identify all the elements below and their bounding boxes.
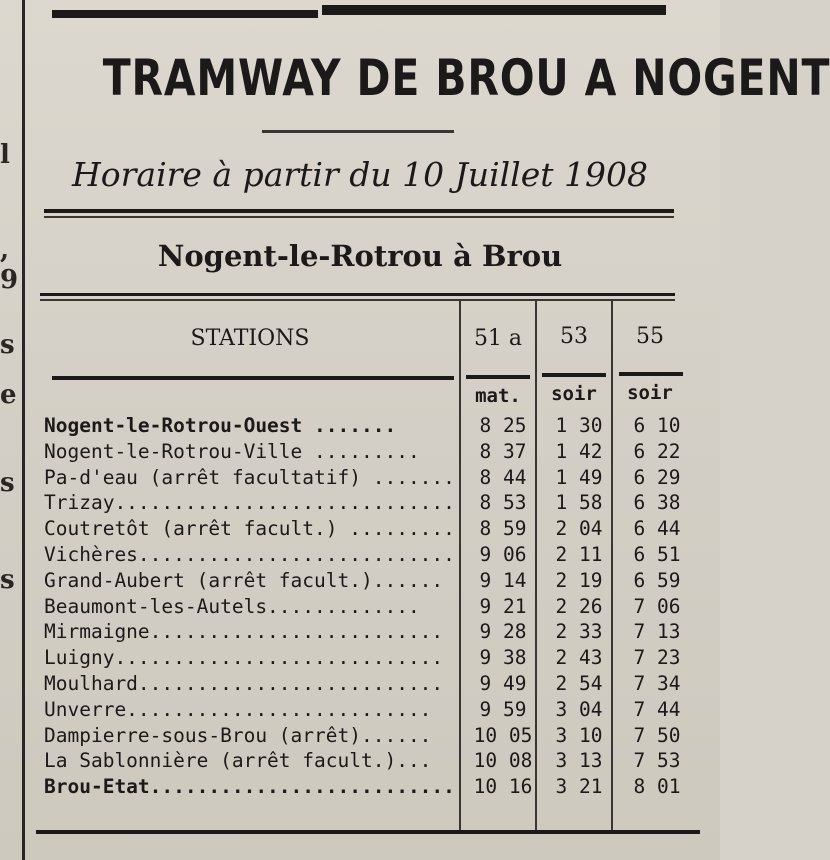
- adjacent-text-fragment: 9: [0, 265, 19, 295]
- page-title: TRAMWAY DE BROU A NOGENT: [102, 49, 830, 107]
- table-row: [44, 413, 704, 439]
- column-divider: [22, 0, 25, 860]
- departure-time: 8 25: [479, 414, 527, 437]
- departure-time: 9 59: [479, 697, 527, 721]
- station-name: Vichères...........................: [44, 542, 455, 566]
- departure-time: 2 33: [555, 620, 603, 644]
- departure-time: 8 44: [479, 465, 527, 489]
- table-row: [44, 645, 704, 671]
- train-number-header: 51 a: [473, 326, 523, 351]
- title-underline: [262, 130, 454, 133]
- departure-time: 6 44: [633, 517, 681, 541]
- departure-time: 10 16: [473, 775, 533, 799]
- station-name: Dampierre-sous-Brou (arrêt)......: [44, 723, 432, 747]
- table-row: [44, 439, 704, 465]
- station-name: Nogent-le-Rotrou-Ouest .......: [44, 414, 397, 437]
- departure-time: 3 21: [555, 775, 603, 799]
- station-name: Pa-d'eau (arrêt facultatif) .......: [44, 465, 455, 489]
- period-label: soir: [551, 383, 597, 405]
- station-name: Brou-Etat..........................: [44, 775, 455, 799]
- station-name: Moulhard..........................: [44, 671, 444, 695]
- station-name: Coutretôt (arrêt facult.) .........: [44, 517, 455, 541]
- table-row: [44, 542, 704, 568]
- departure-time: 2 04: [555, 517, 603, 541]
- section-rule-upper: [44, 209, 674, 213]
- schedule-subtitle: Horaire à partir du 10 Juillet 1908: [71, 155, 649, 194]
- table-rule-lower: [40, 299, 675, 301]
- station-name: Luigny............................: [44, 646, 444, 670]
- header-underline: [52, 376, 454, 380]
- station-name: Mirmaigne.........................: [44, 620, 444, 644]
- adjacent-text-fragment: s: [0, 468, 15, 498]
- departure-time: 8 01: [633, 775, 681, 799]
- departure-time: 2 26: [555, 594, 603, 618]
- departure-time: 6 59: [633, 568, 681, 592]
- departure-time: 7 13: [633, 620, 681, 644]
- departure-time: 9 14: [479, 568, 527, 592]
- departure-time: 9 38: [479, 646, 527, 670]
- station-name: Beaumont-les-Autels.............: [44, 594, 420, 618]
- departure-time: 2 54: [555, 671, 603, 695]
- train-number-header: 55: [636, 324, 664, 349]
- top-rule-right: [322, 5, 666, 15]
- departure-time: 1 49: [555, 465, 603, 489]
- table-row: [44, 671, 704, 697]
- departure-time: 7 53: [633, 749, 681, 773]
- table-row: [44, 490, 704, 516]
- station-name: Nogent-le-Rotrou-Ville .........: [44, 439, 420, 463]
- station-name: Trizay.............................: [44, 491, 455, 515]
- departure-time: 3 10: [555, 723, 603, 747]
- adjacent-text-fragment: l: [0, 140, 10, 170]
- timetable-rows: [44, 413, 704, 800]
- departure-time: 7 44: [633, 697, 681, 721]
- departure-time: 6 29: [633, 465, 681, 489]
- direction-heading: Nogent-le-Rotrou à Brou: [157, 239, 563, 273]
- table-row: [44, 748, 704, 774]
- station-name: Grand-Aubert (arrêt facult.)......: [44, 568, 444, 592]
- departure-time: 9 49: [479, 671, 527, 695]
- header-underline: [619, 372, 683, 376]
- departure-time: 1 30: [555, 414, 603, 437]
- departure-time: 2 11: [555, 542, 603, 566]
- departure-time: 9 06: [479, 542, 527, 566]
- station-name: La Sablonnière (arrêt facult.)...: [44, 749, 432, 773]
- departure-time: 2 43: [555, 646, 603, 670]
- table-row: [44, 465, 704, 491]
- departure-time: 6 22: [633, 439, 681, 463]
- table-rule-upper: [40, 293, 675, 296]
- departure-time: 8 53: [479, 491, 527, 515]
- station-name: Unverre..........................: [44, 697, 432, 721]
- departure-time: 1 42: [555, 439, 603, 463]
- departure-time: 6 51: [633, 542, 681, 566]
- departure-time: 7 23: [633, 646, 681, 670]
- stations-header: STATIONS: [190, 326, 310, 351]
- adjacent-text-fragment: s: [0, 565, 15, 595]
- departure-time: 10 05: [473, 723, 533, 747]
- adjacent-text-fragment: e: [0, 380, 17, 410]
- departure-time: 8 59: [479, 517, 527, 541]
- table-row: [44, 516, 704, 542]
- table-row: [44, 774, 704, 800]
- section-rule-lower: [44, 216, 674, 218]
- departure-time: 6 10: [633, 414, 681, 437]
- departure-time: 9 21: [479, 594, 527, 618]
- table-row: [44, 619, 704, 645]
- departure-time: 3 13: [555, 749, 603, 773]
- departure-time: 3 04: [555, 697, 603, 721]
- departure-time: 9 28: [479, 620, 527, 644]
- bottom-rule: [36, 830, 700, 834]
- header-underline: [542, 373, 606, 377]
- departure-time: 7 50: [633, 723, 681, 747]
- table-row: [44, 568, 704, 594]
- departure-time: 10 08: [473, 749, 533, 773]
- departure-time: 7 06: [633, 594, 681, 618]
- adjacent-text-fragment: ,: [0, 235, 10, 265]
- departure-time: 7 34: [633, 671, 681, 695]
- adjacent-text-fragment: s: [0, 330, 15, 360]
- table-row: [44, 697, 704, 723]
- adjacent-column: [0, 0, 30, 860]
- train-number-header: 53: [560, 324, 588, 349]
- departure-time: 6 38: [633, 491, 681, 515]
- period-label: mat.: [475, 385, 521, 407]
- header-underline: [466, 375, 530, 379]
- top-rule-left: [52, 10, 318, 18]
- departure-time: 8 37: [479, 439, 527, 463]
- departure-time: 2 19: [555, 568, 603, 592]
- table-row: [44, 723, 704, 749]
- departure-time: 1 58: [555, 491, 603, 515]
- table-row: [44, 594, 704, 620]
- period-label: soir: [627, 382, 673, 404]
